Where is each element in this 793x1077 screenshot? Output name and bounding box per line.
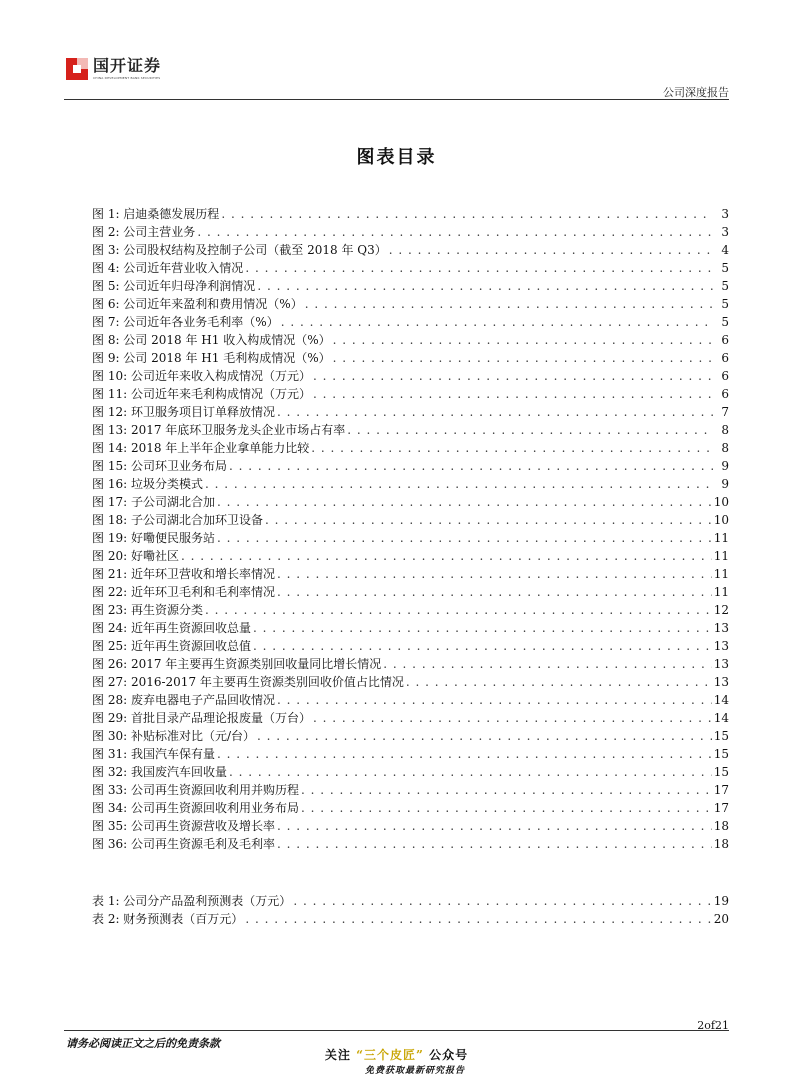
dot-leader [277,583,712,601]
dot-leader [257,277,713,295]
report-type: 公司深度报告 [663,86,729,99]
figure-entry-page: 5 [721,261,729,275]
figure-entry[interactable] [92,691,729,709]
figure-entry-label: 图 20: 好嘞社区 [92,549,179,563]
figure-entry-label: 图 1: 启迪桑德发展历程 [92,207,220,221]
figure-entry-page: 11 [713,531,729,545]
figure-entry-page: 11 [713,585,729,599]
logo-name-cn: 国开证券 [93,56,162,75]
figure-entry-label: 图 11: 公司近年来毛利构成情况（万元） [92,387,311,401]
figure-entry-page: 14 [713,693,729,707]
figure-entry[interactable] [92,565,729,583]
figure-entry-page: 6 [721,333,729,347]
figure-entry-label: 图 13: 2017 年底环卫服务龙头企业市场占有率 [92,423,346,437]
figure-entry[interactable] [92,781,729,799]
disclaimer-notice: 请务必阅读正文之后的免责条款 [66,1037,220,1050]
figure-entry-page: 18 [713,837,729,851]
figure-entry-page: 11 [713,549,729,563]
dot-leader [389,241,713,259]
figure-entry[interactable] [92,529,729,547]
figure-entry-label: 图 2: 公司主营业务 [92,225,196,239]
dot-leader [217,493,712,511]
figure-entry-label: 图 31: 我国汽车保有量 [92,747,215,761]
figure-entry-label: 图 29: 首批目录产品理论报废量（万台） [92,711,311,725]
figure-entry[interactable] [92,655,729,673]
figure-entry-label: 图 24: 近年再生资源回收总量 [92,621,251,635]
figure-entry-label: 图 17: 子公司湖北合加 [92,495,215,509]
figure-entry[interactable] [92,367,729,385]
dot-leader [253,619,712,637]
table-list [92,892,729,928]
figure-entry-label: 图 14: 2018 年上半年企业拿单能力比较 [92,441,310,455]
figure-entry[interactable] [92,547,729,565]
figure-entry[interactable] [92,637,729,655]
table-entry-page: 19 [713,894,729,908]
figure-entry-label: 图 5: 公司近年归母净利润情况 [92,279,256,293]
table-entry[interactable] [92,910,729,928]
figure-entry[interactable] [92,601,729,619]
figure-entry[interactable] [92,835,729,853]
figure-entry[interactable] [92,205,729,223]
dot-leader [245,259,713,277]
footer-tagline: 免费获取最新研究报告 [365,1066,466,1076]
figure-entry-page: 5 [721,315,729,329]
logo-icon [66,58,88,80]
dot-leader [217,745,712,763]
dot-leader [333,331,713,349]
figure-entry-page: 13 [713,657,729,671]
table-entry-label: 表 2: 财务预测表（百万元） [92,912,244,926]
dot-leader [217,529,712,547]
figure-entry[interactable] [92,493,729,511]
figure-entry[interactable] [92,817,729,835]
figure-entry-label: 图 30: 补贴标准对比（元/台） [92,729,255,743]
figure-entry-page: 3 [721,207,729,221]
dot-leader [277,565,712,583]
figure-entry-page: 13 [713,675,729,689]
figure-entry-page: 6 [721,369,729,383]
figure-entry-page: 7 [721,405,729,419]
figure-entry-page: 5 [721,297,729,311]
figure-entry-label: 图 6: 公司近年来盈利和费用情况（%） [92,297,303,311]
table-entry[interactable] [92,892,729,910]
dot-leader [313,385,713,403]
figure-entry-label: 图 34: 公司再生资源回收利用业务布局 [92,801,299,815]
figure-entry[interactable] [92,421,729,439]
figure-entry-label: 图 33: 公司再生资源回收利用并购历程 [92,783,299,797]
figure-entry[interactable] [92,583,729,601]
footer-divider [64,1030,729,1031]
dot-leader [301,781,712,799]
figure-entry-label: 图 27: 2016-2017 年主要再生资源类别回收价值占比情况 [92,675,404,689]
figure-entry-page: 5 [721,279,729,293]
figure-entry-page: 10 [713,513,729,527]
figure-entry-page: 13 [713,639,729,653]
figure-entry[interactable] [92,241,729,259]
company-logo [66,57,161,80]
figure-entry-page: 15 [713,765,729,779]
figure-entry[interactable] [92,511,729,529]
dot-leader [253,637,712,655]
figure-entry-page: 17 [713,783,729,797]
figure-entry[interactable] [92,673,729,691]
dot-leader [313,367,713,385]
figure-entry-label: 图 28: 废弃电器电子产品回收情况 [92,693,275,707]
dot-leader [245,910,711,928]
dot-leader [347,421,713,439]
figure-entry-page: 8 [721,423,729,437]
figure-entry-label: 图 9: 公司 2018 年 H1 毛利构成情况（%） [92,351,331,365]
follow-prefix: 关注 [324,1048,351,1062]
dot-leader [383,655,711,673]
figure-entry[interactable] [92,259,729,277]
figure-entry-label: 图 25: 近年再生资源回收总值 [92,639,251,653]
dot-leader [406,673,712,691]
page-number: 2of21 [697,1019,729,1032]
logo-name-en: CHINA DEVELOPMENT BANK SECURITIES [93,76,161,80]
figure-entry-label: 图 10: 公司近年来收入构成情况（万元） [92,369,311,383]
figure-entry-label: 图 3: 公司股权结构及控制子公司（截至 2018 年 Q3） [92,243,387,257]
dot-leader [305,295,713,313]
figure-entry-page: 3 [721,225,729,239]
figure-entry-label: 图 15: 公司环卫业务布局 [92,459,227,473]
figure-entry[interactable] [92,331,729,349]
dot-leader [293,892,711,910]
follow-highlight: “三个皮匠” [356,1048,424,1062]
dot-leader [265,511,712,529]
figure-entry-page: 14 [713,711,729,725]
figure-entry[interactable] [92,475,729,493]
figure-entry-page: 18 [713,819,729,833]
figure-entry-label: 图 22: 近年环卫毛利和毛利率情况 [92,585,275,599]
figure-entry-page: 6 [721,351,729,365]
figure-entry-page: 17 [713,801,729,815]
figure-entry-label: 图 36: 公司再生资源毛利及毛利率 [92,837,275,851]
figure-entry-label: 图 32: 我国废汽车回收量 [92,765,227,779]
dot-leader [333,349,713,367]
figure-entry[interactable] [92,385,729,403]
dot-leader [277,691,712,709]
dot-leader [257,727,712,745]
figure-entry-label: 图 19: 好嘞便民服务站 [92,531,215,545]
figure-entry[interactable] [92,745,729,763]
figure-entry-label: 图 21: 近年环卫营收和增长率情况 [92,567,275,581]
figure-entry[interactable] [92,799,729,817]
figure-entry[interactable] [92,727,729,745]
figure-list [92,205,729,853]
follow-suffix: 公众号 [429,1048,469,1062]
page-title: 图表目录 [356,147,437,168]
figure-entry-label: 图 16: 垃圾分类模式 [92,477,203,491]
dot-leader [277,403,713,421]
figure-entry-page: 11 [713,567,729,581]
figure-entry-page: 6 [721,387,729,401]
dot-leader [205,601,712,619]
figure-entry-page: 13 [713,621,729,635]
figure-entry-label: 图 7: 公司近年各业务毛利率（%） [92,315,279,329]
figure-entry-page: 15 [713,729,729,743]
dot-leader [205,475,713,493]
figure-entry[interactable] [92,313,729,331]
figure-entry-label: 图 8: 公司 2018 年 H1 收入构成情况（%） [92,333,331,347]
dot-leader [311,439,713,457]
figure-entry[interactable] [92,763,729,781]
figure-entry-page: 9 [721,459,729,473]
table-entry-page: 20 [713,912,729,926]
figure-entry[interactable] [92,349,729,367]
dot-leader [277,817,712,835]
figure-entry-page: 10 [713,495,729,509]
dot-leader [301,799,712,817]
figure-entry-label: 图 26: 2017 年主要再生资源类别回收量同比增长情况 [92,657,382,671]
figure-entry-label: 图 4: 公司近年营业收入情况 [92,261,244,275]
dot-leader [229,763,712,781]
figure-entry[interactable] [92,295,729,313]
figure-entry[interactable] [92,223,729,241]
figure-entry-label: 图 12: 环卫服务项目订单释放情况 [92,405,275,419]
dot-leader [277,835,712,853]
figure-entry-page: 15 [713,747,729,761]
figure-entry[interactable] [92,457,729,475]
figure-entry-label: 图 23: 再生资源分类 [92,603,203,617]
dot-leader [313,709,712,727]
figure-entry[interactable] [92,619,729,637]
header-divider [64,99,729,100]
table-entry-label: 表 1: 公司分产品盈利预测表（万元） [92,894,292,908]
dot-leader [281,313,713,331]
follow-notice [0,1046,793,1063]
dot-leader [197,223,713,241]
figure-entry-page: 9 [721,477,729,491]
dot-leader [229,457,713,475]
figure-entry[interactable] [92,439,729,457]
figure-entry-page: 4 [721,243,729,257]
figure-entry[interactable] [92,709,729,727]
figure-entry-page: 12 [713,603,729,617]
figure-entry-label: 图 18: 子公司湖北合加环卫设备 [92,513,263,527]
figure-entry-page: 8 [721,441,729,455]
figure-entry[interactable] [92,277,729,295]
figure-entry-label: 图 35: 公司再生资源营收及增长率 [92,819,275,833]
figure-entry[interactable] [92,403,729,421]
dot-leader [221,205,713,223]
dot-leader [181,547,712,565]
